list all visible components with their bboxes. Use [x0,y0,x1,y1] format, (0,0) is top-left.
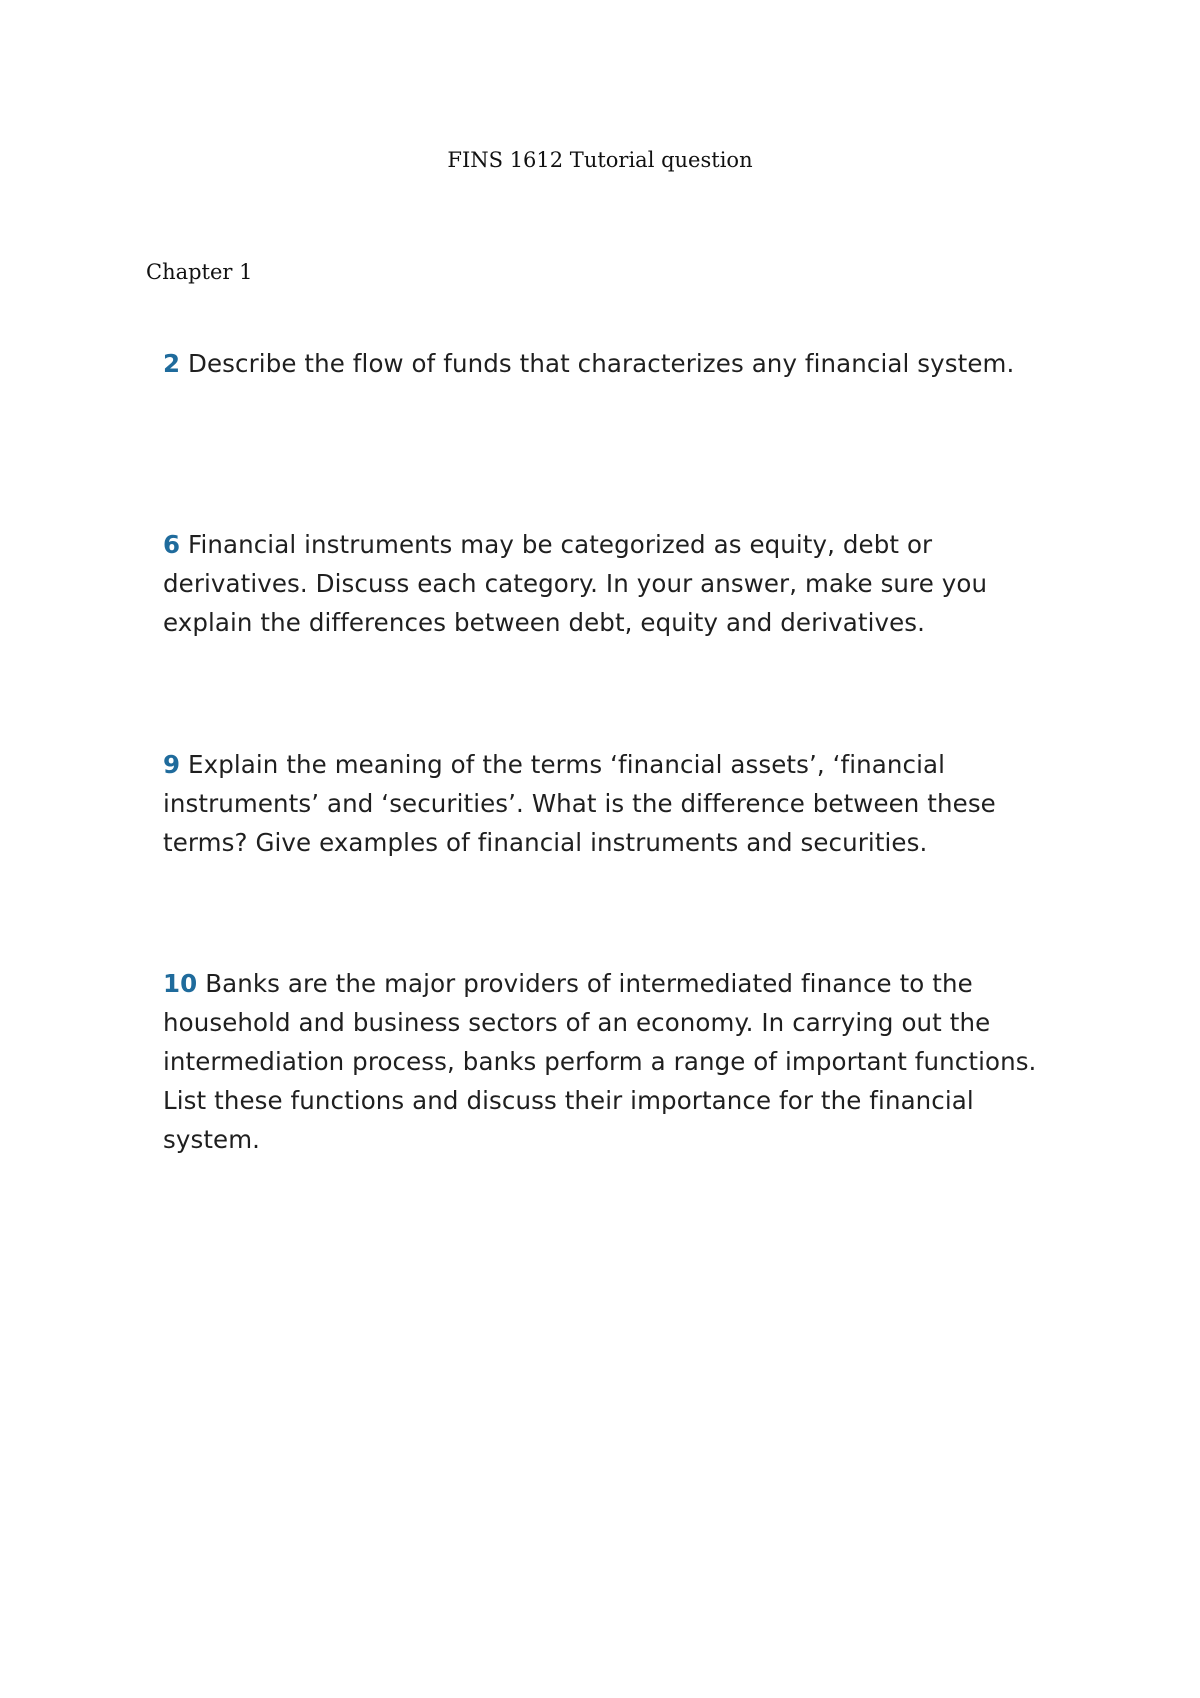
question-text: Describe the flow of funds that characterizes any financial system. [188,349,1015,378]
question-number: 10 [163,969,198,998]
question-item [163,344,1063,383]
chapter-heading: Chapter 1 [146,260,253,284]
question-number: 2 [163,349,181,378]
question-item [163,525,1063,642]
question-text: Explain the meaning of the terms ‘financial assets’, ‘financial instruments’ and ‘securities’. What is the difference between these terms? Give examples of financial instruments and securities. [163,750,996,857]
question-text: Financial instruments may be categorized as equity, debt or derivatives. Discuss each category. In your answer, make sure you explain the differences between debt, equity and derivatives. [163,530,988,637]
question-text: Banks are the major providers of intermediated finance to the household and business sectors of an economy. In carrying out the intermediation process, banks perform a range of important functions. List these functions and discuss their importance for the financial system. [163,969,1037,1154]
question-number: 9 [163,750,181,779]
page-title: FINS 1612 Tutorial question [447,148,753,172]
question-number: 6 [163,530,181,559]
question-item [163,964,1063,1159]
question-item [163,745,1063,862]
